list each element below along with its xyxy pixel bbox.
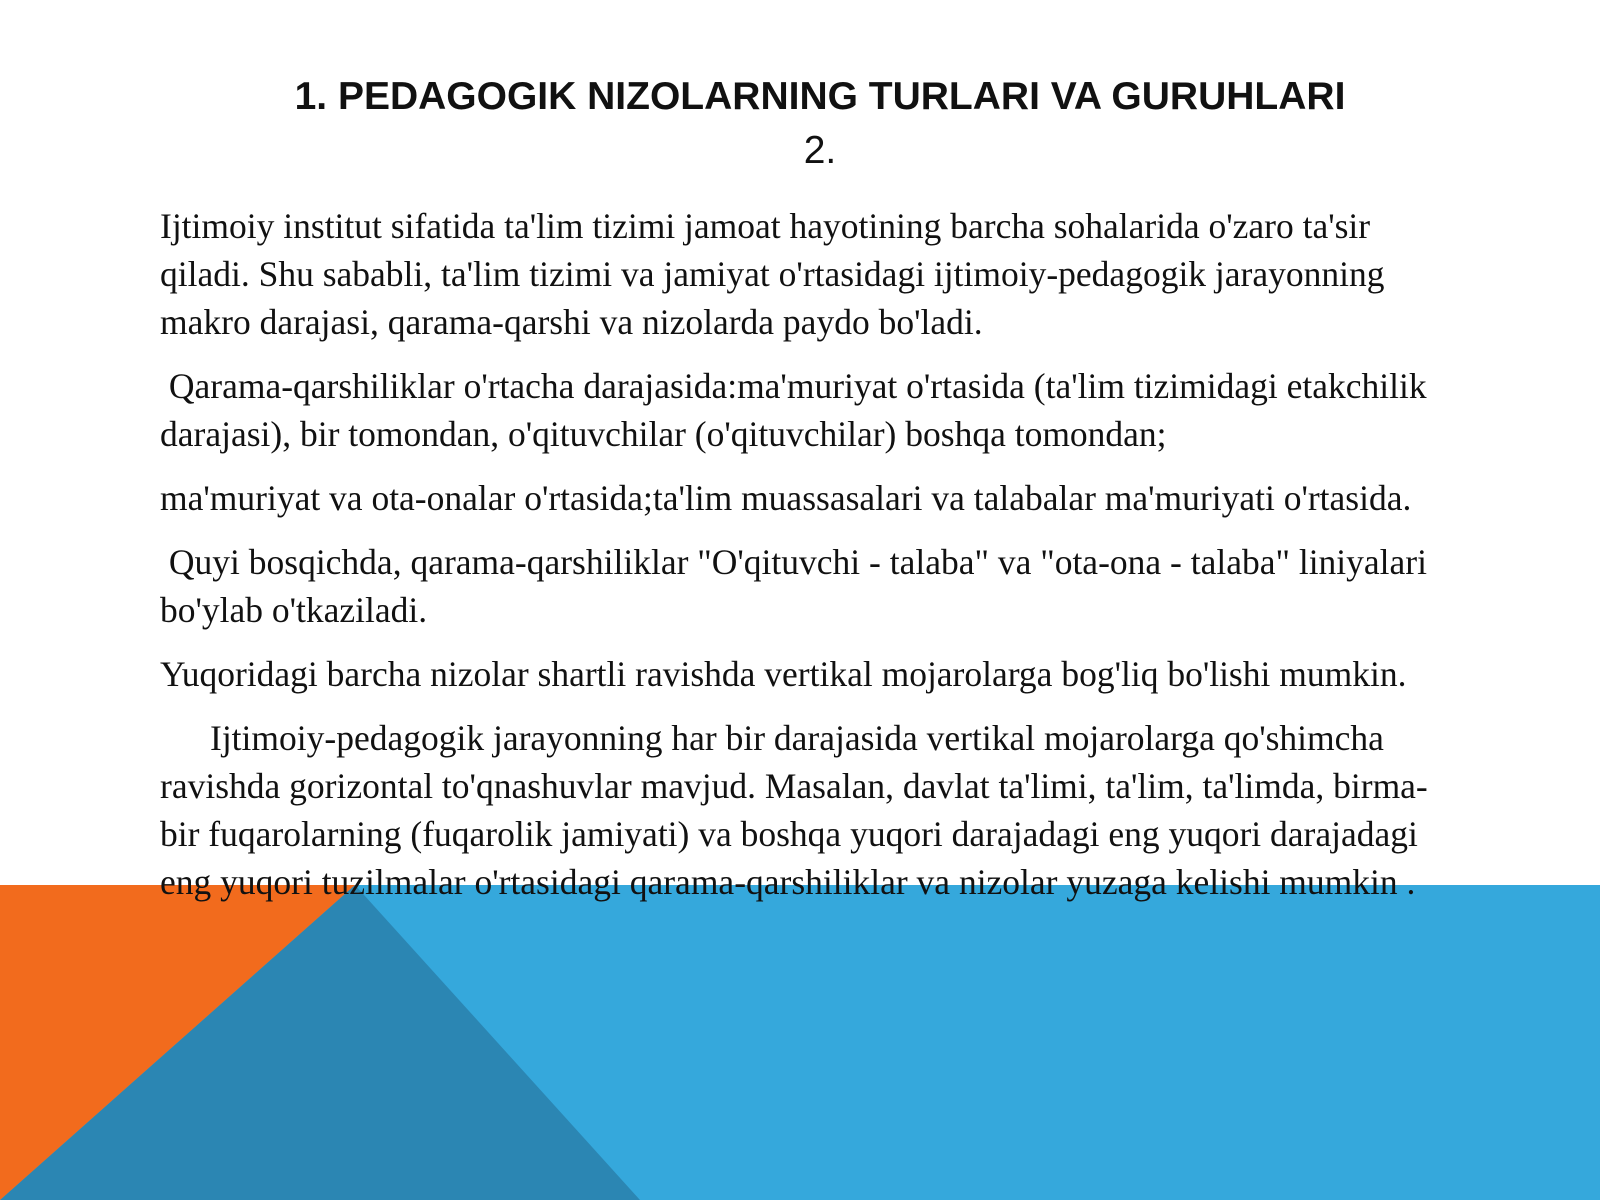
paragraph-5: Yuqoridagi barcha nizolar shartli ravishda vertikal mojarolarga bog'liq bo'lishi mumkin. [160, 654, 1407, 694]
paragraph-3: ma'muriyat va ota-onalar o'rtasida;ta'lim muassasalari va talabalar ma'muriyati o'rtasida. [160, 478, 1412, 518]
paragraph-1: Ijtimoiy institut sifatida ta'lim tizimi jamoat hayotining barcha sohalarida o'zaro ta'sir qiladi. Shu sababli, ta'lim tizimi va jamiyat o'rtasidagi ijtimoiy-pedagogik jarayonning makro darajasi, qarama-qarshi va nizolarda paydo bo'ladi. [160, 206, 1385, 342]
slide-body [160, 202, 1450, 922]
paragraph-4: Quyi bosqichda, qarama-qarshiliklar "O'qituvchi - talaba" va "ota-ona - talaba" liniyalari bo'ylab o'tkaziladi. [160, 542, 1436, 630]
paragraph-6: Ijtimoiy-pedagogik jarayonning har bir darajasida vertikal mojarolarga qo'shimcha ravishda gorizontal to'qnashuvlar mavjud. Masalan, davlat ta'limi, ta'lim, ta'limda, birma-bir fuqarolarning (fuqarolik jamiyati) va boshqa yuqori darajadagi eng yuqori darajadagi eng yuqori tuzilmalar o'rtasidagi qarama-qarshiliklar va nizolar yuzaga kelishi mumkin . [160, 718, 1428, 902]
title-number: 2. [803, 129, 837, 172]
slide-title [160, 70, 1480, 178]
title-text: 1. PEDAGOGIK NIZOLARNING TURLARI VA GURUHLARI [294, 75, 1346, 118]
paragraph-2: Qarama-qarshiliklar o'rtacha darajasida:ma'muriyat o'rtasida (ta'lim tizimidagi etakchilik darajasi), bir tomondan, o'qituvchilar (o'qituvchilar) boshqa tomondan; [160, 366, 1436, 454]
